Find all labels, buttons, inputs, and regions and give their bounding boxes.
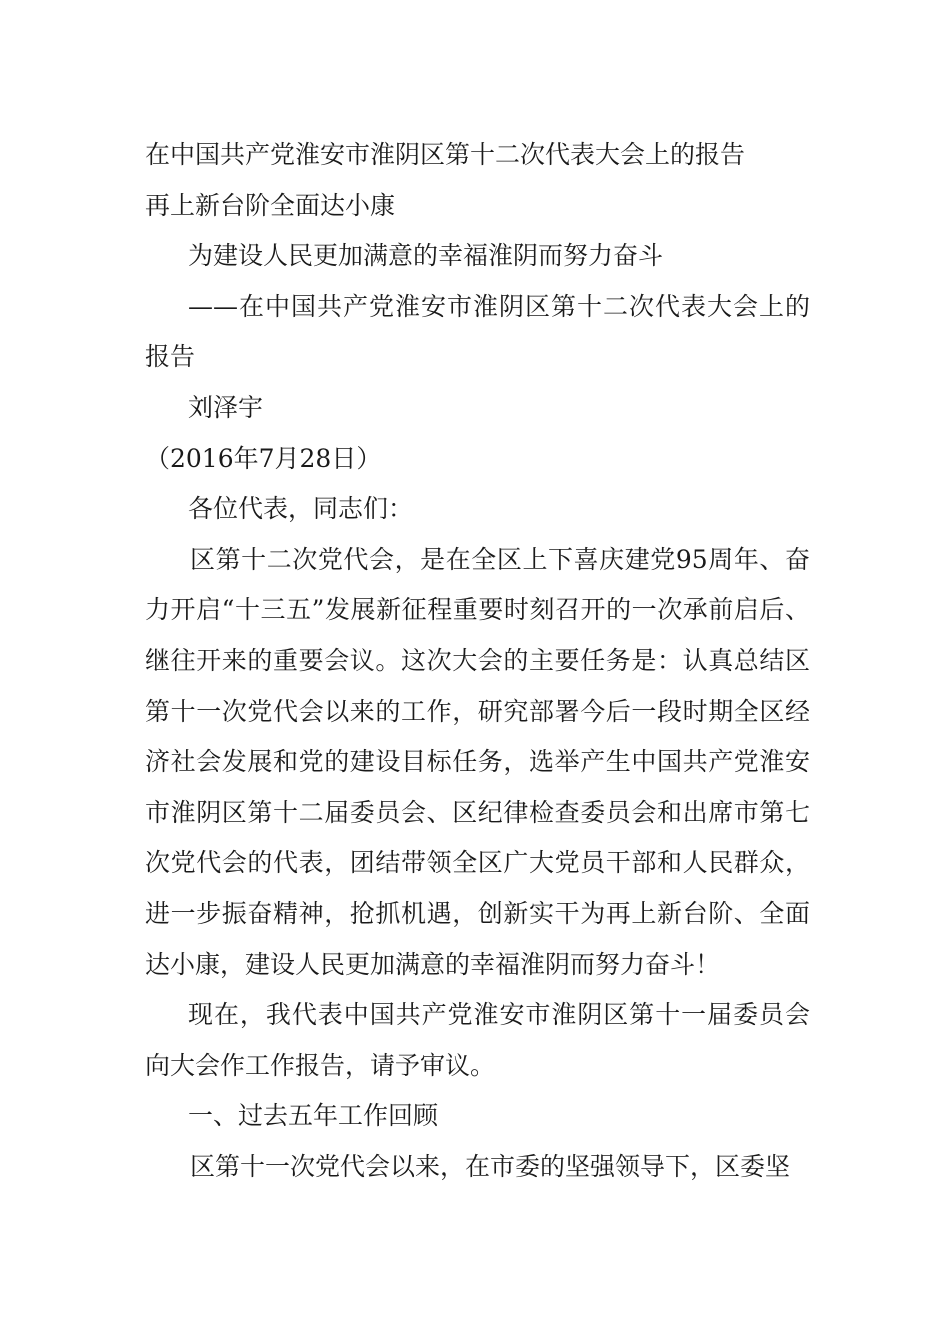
report-date: （2016年7月28日） (145, 443, 382, 473)
body-paragraph-3: 区第十一次党代会以来，在市委的坚强领导下，区委坚 (190, 1151, 791, 1181)
report-subtitle-note: ——在中国共产党淮安市淮阴区第十二次代表大会上的报告 (145, 291, 810, 372)
document-body (145, 130, 810, 1192)
body-paragraph-1: 区第十二次党代会，是在全区上下喜庆建党95周年、奋力开启“十三五”发展新征程重要时刻召开的一次承前启后、继往开来的重要会议。这次大会的主要任务是：认真总结区第十一次党代会以来的工作，研究部署今后一段时期全区经济社会发展和党的建设目标任务，选举产生中国共产党淮安市淮阴区第十二届委员会、区纪律检查委员会和出席市第七次党代会的代表，团结带领全区广大党员干部和人民群众，进一步振奋精神，抢抓机遇，创新实干为再上新台阶、全面达小康，建设人民更加满意的幸福淮阴而努力奋斗！ (145, 544, 810, 979)
section-heading: 一、过去五年工作回顾 (188, 1101, 439, 1131)
report-headline: 再上新台阶全面达小康 (145, 190, 396, 220)
report-subtitle: 为建设人民更加满意的幸福淮阴而努力奋斗 (188, 241, 664, 271)
report-title-line: 在中国共产党淮安市淮阴区第十二次代表大会上的报告 (145, 140, 746, 169)
report-author: 刘泽宇 (188, 392, 264, 422)
body-paragraph-2: 现在，我代表中国共产党淮安市淮阴区第十一届委员会向大会作工作报告，请予审议。 (145, 1000, 810, 1080)
salutation: 各位代表，同志们： (188, 494, 414, 524)
